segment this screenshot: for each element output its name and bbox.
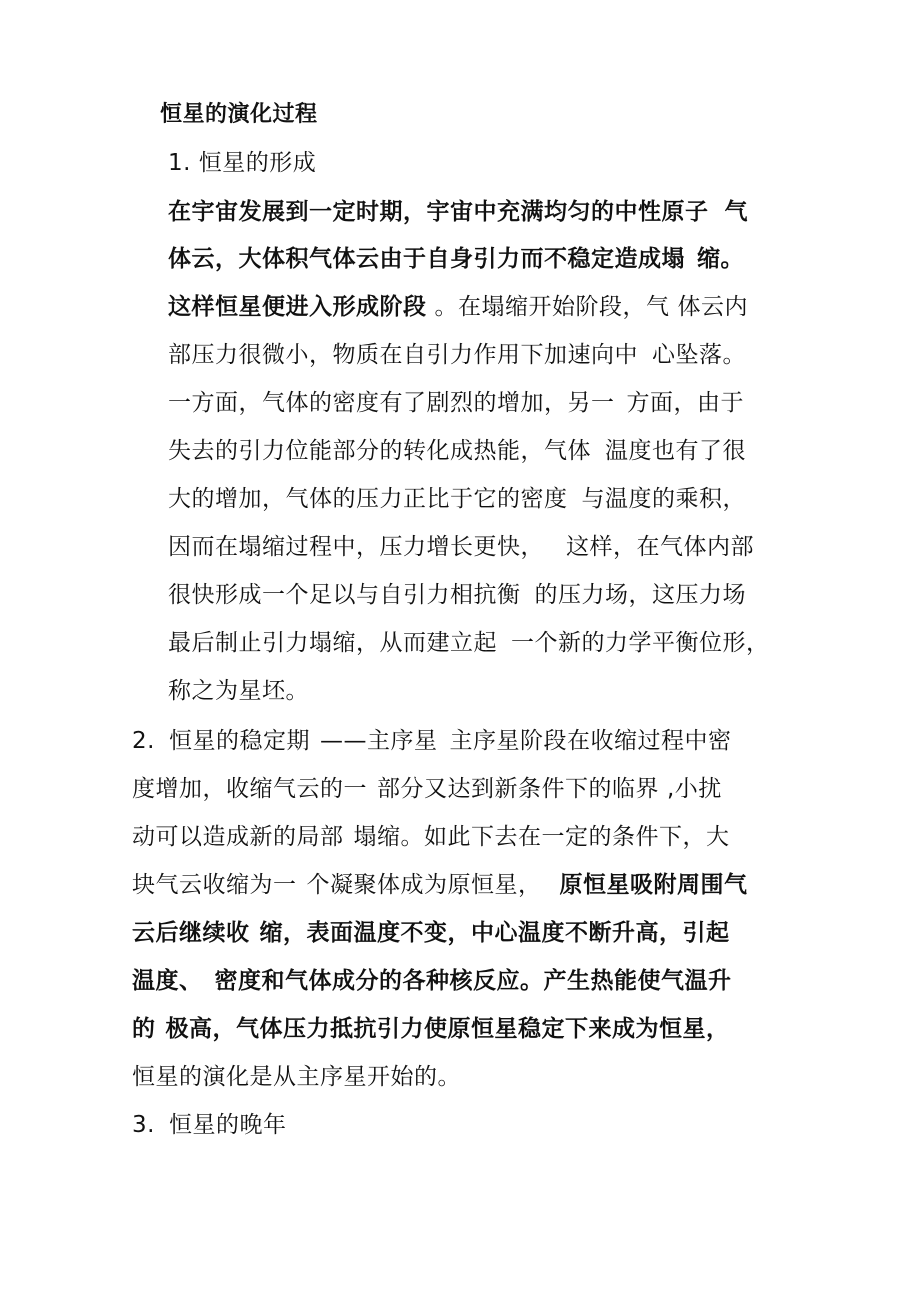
paragraph-line: 因而在塌缩过程中，压力增长更快， 这样，在气体内部 [168, 534, 754, 560]
paragraph-line: 一方面，气体的密度有了剧烈的增加，另一 方面，由于 [168, 390, 744, 416]
paragraph-line: 部压力很微小，物质在自引力作用下加速向中 心坠落。 [168, 342, 746, 368]
paragraph-line: 温度、 密度和气体成分的各种核反应。产生热能使气温升 [132, 968, 732, 994]
section-2-number: 2. [132, 728, 155, 754]
paragraph-line: 块气云收缩为一 个凝聚体成为原恒星， 原恒星吸附周围气 [132, 872, 748, 898]
section-2-heading: 恒星的稳定期 [168, 728, 310, 754]
paragraph-line: 动可以造成新的局部 塌缩。如此下去在一定的条件下，大 [132, 824, 730, 850]
paragraph-line: 2. 恒星的稳定期 ——主序星 主序星阶段在收缩过程中密 [132, 728, 732, 754]
paragraph-line: 这样恒星便进入形成阶段 。在塌缩开始阶段，气 体云内 [168, 294, 748, 320]
paragraph-line: 失去的引力位能部分的转化成热能，气体 温度也有了很 [168, 438, 746, 464]
page-title: 恒星的演化过程 [160, 102, 318, 127]
paragraph-line: 度增加，收缩气云的一 部分又达到新条件下的临界 ,小扰 [132, 776, 722, 802]
section-1-heading: 1. 恒星的形成 [168, 150, 317, 176]
paragraph-line: 最后制止引力塌缩，从而建立起 一个新的力学平衡位形， [168, 630, 770, 656]
paragraph-line: 的 极高，气体压力抵抗引力使原恒星稳定下来成为恒星， [132, 1016, 730, 1042]
paragraph-line: 大的增加，气体的压力正比于它的密度 与温度的乘积， [168, 486, 746, 512]
paragraph-line: 体云，大体积气体云由于自身引力而不稳定造成塌 缩。 [168, 246, 744, 272]
paragraph-line: 云后继续收 缩，表面温度不变，中心温度不断升高，引起 [132, 920, 730, 946]
paragraph-line: 在宇宙发展到一定时期，宇宙中充满均匀的中性原子 气 [168, 199, 748, 225]
paragraph-line: 很快形成一个足以与自引力相抗衡 的压力场，这压力场 [168, 582, 746, 608]
paragraph-line: 恒星的演化是从主序星开始的。 [132, 1064, 461, 1090]
paragraph-line: 称之为星坯。 [168, 678, 309, 704]
section-3-heading: 3. 恒星的晚年 [132, 1112, 287, 1138]
